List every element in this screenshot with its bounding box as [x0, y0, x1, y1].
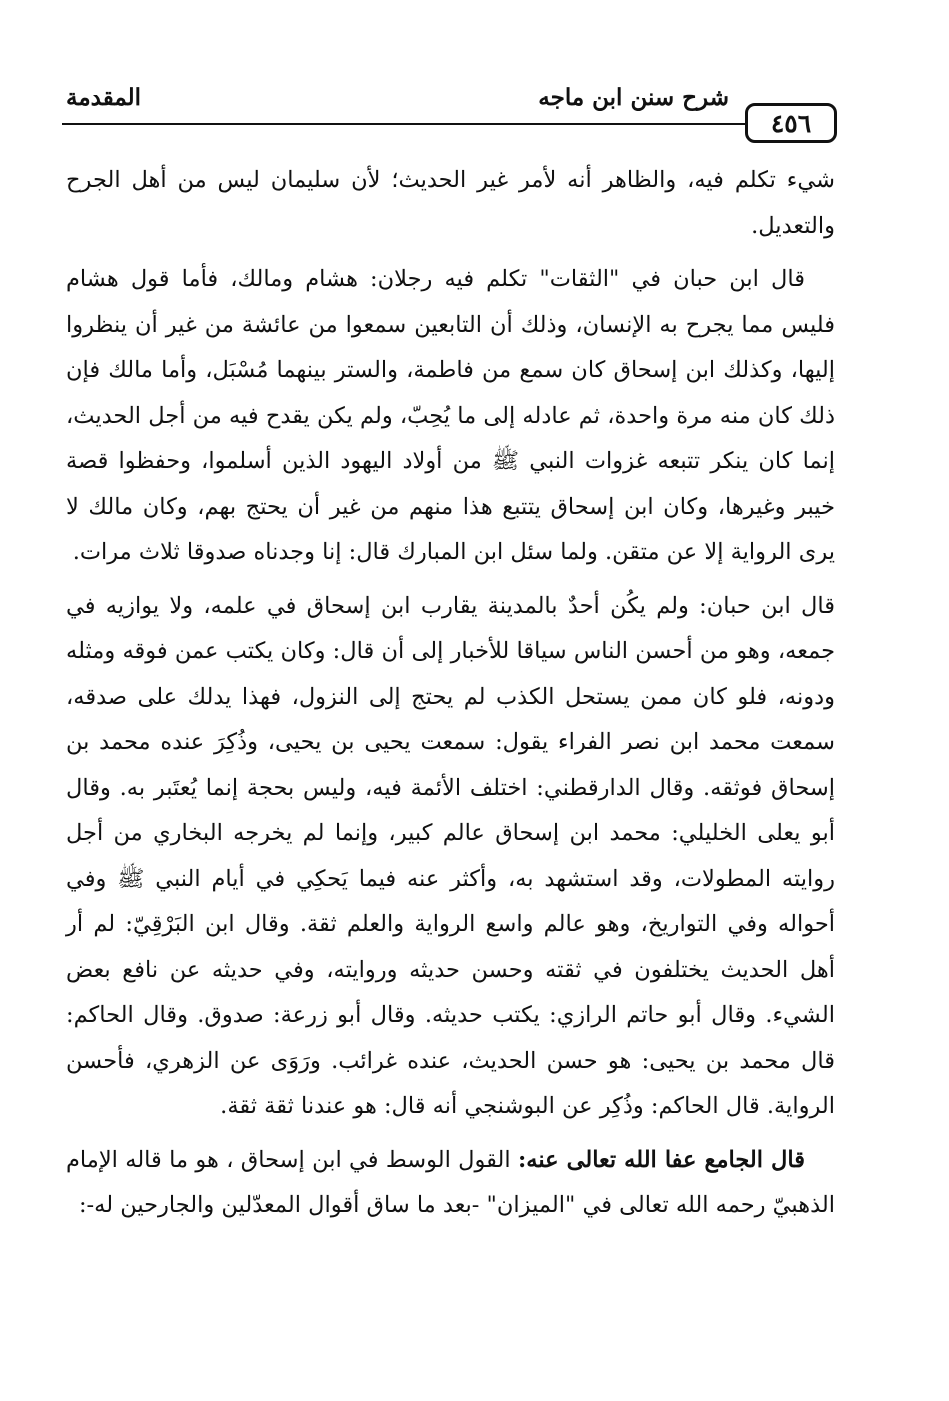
page-number: ٤٥٦ — [745, 103, 837, 143]
paragraph-4-lead: قال الجامع عفا الله تعالى عنه: — [517, 1146, 805, 1173]
section-title: المقدمة — [66, 84, 142, 111]
paragraph-2: قال ابن حبان في "الثقات" تكلم فيه رجلان: هشام ومالك، فأما قول هشام فليس مما يجرح به الإنسان، وذلك أن التابعين سمعوا من عائشة من غير أن ينظروا إليها، وكذلك ابن إسحاق كان سمع من فاطمة، والستر بينهما مُسْبَل، وأما مالك فإن ذلك كان منه مرة واحدة، ثم عادله إلى ما يُحِبّ، ولم يكن يقدح فيه من أجل الحديث، إنما كان ينكر تتبعه غزوات النبي ﷺ من أولاد اليهود الذين أسلموا، وحفظوا قصة خيبر وغيرها، وكان ابن إسحاق يتتبع هذا منهم من غير أن يحتج بهم، وكان مالك لا يرى الرواية إلا عن متقن. ولما سئل ابن المبارك قال: إنا وجدناه صدوقا ثلاث مرات. — [66, 266, 835, 565]
paragraph-3: قال ابن حبان: ولم يكُن أحدٌ بالمدينة يقارب ابن إسحاق في علمه، ولا يوازيه في جمعه، وهو من أحسن الناس سياقا للأخبار إلى أن قال: وكان يكتب عمن فوقه ومثله ودونه، فلو كان ممن يستحل الكذب لم يحتج إلى النزول، فهذا يدلك على صدقه، سمعت محمد ابن نصر الفراء يقول: سمعت يحيى بن يحيى، وذُكِرَ عنده محمد بن إسحاق فوثقه. وقال الدارقطني: اختلف الأئمة فيه، وليس بحجة إنما يُعتَبر به. وقال أبو يعلى الخليلي: محمد ابن إسحاق عالم كبير، وإنما لم يخرجه البخاري من أجل روايته المطولات، وقد استشهد به، وأكثر عنه فيما يَحكِي في أيام النبي ﷺ وفي أحواله وفي التواريخ، وهو عالم واسع الرواية والعلم ثقة. وقال ابن البَرْقِيّ: لم أر أهل الحديث يختلفون في ثقته وحسن حديثه وروايته، وفي حديثه عن نافع بعض الشيء. وقال أبو حاتم الرازي: يكتب حديثه. وقال أبو زرعة: صدوق. وقال الحاكم: قال محمد بن يحيى: هو حسن الحديث، عنده غرائب. ورَوَى عن الزهري، فأحسن الرواية. قال الحاكم: وذُكِر عن البوشنجي أنه قال: هو عندنا ثقة ثقة. — [66, 592, 835, 1119]
body-text — [66, 158, 835, 1237]
paragraph-1: شيء تكلم فيه، والظاهر أنه لأمر غير الحديث؛ لأن سليمان ليس من أهل الجرح والتعديل. — [66, 167, 835, 239]
book-title: شرح سنن ابن ماجه — [538, 84, 729, 111]
paragraph-4-text: القول الوسط في ابن إسحاق ، هو ما قاله الإمام الذهبيّ رحمه الله تعالى في "الميزان" -بعد ما ساق أقوال المعدّلين والجارحين له-: — [66, 1146, 835, 1218]
page-header — [62, 78, 837, 152]
paragraph-4 — [66, 1138, 835, 1229]
header-rule — [62, 123, 745, 125]
